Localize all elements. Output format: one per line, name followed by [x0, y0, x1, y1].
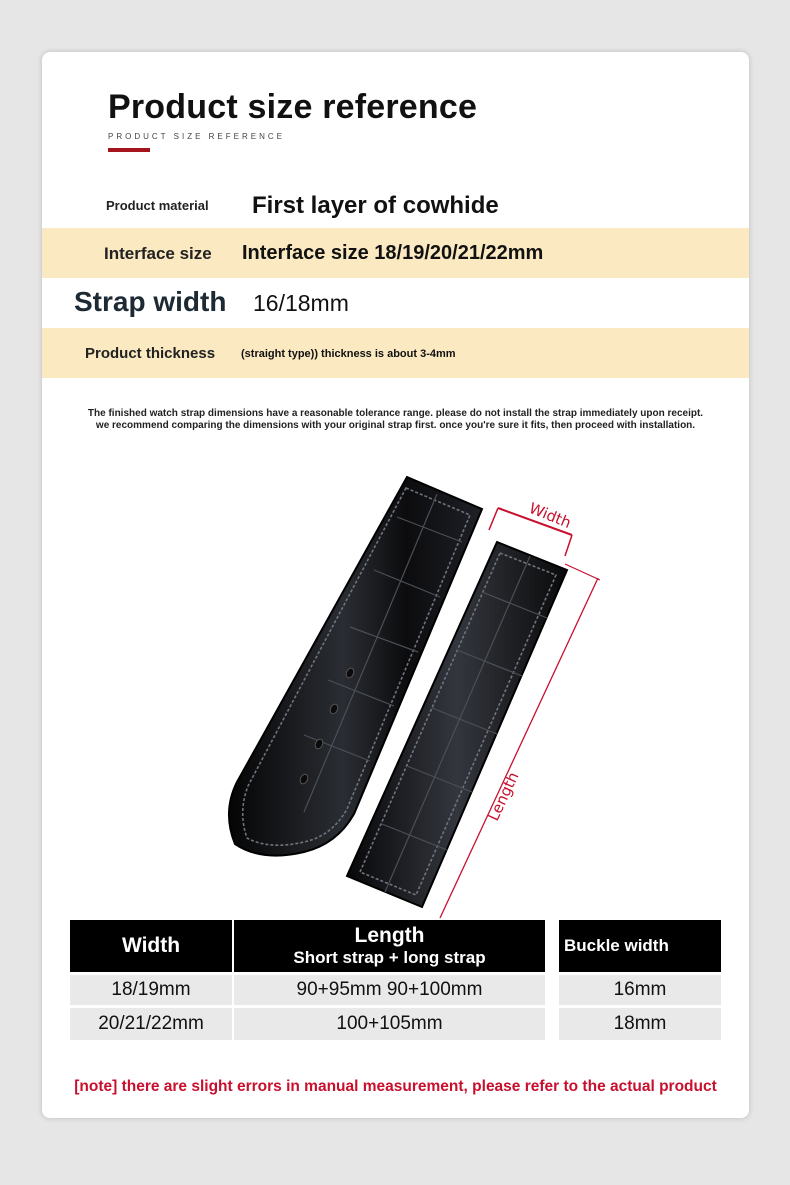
table-cell-buckle-1: 16mm [559, 975, 721, 1005]
table-header-length-title: Length [354, 924, 425, 947]
table-header-length [234, 920, 545, 972]
spec-row-thickness [42, 328, 749, 378]
table-header-length-sub: Short strap + long strap [293, 948, 486, 967]
table-header-width: Width [70, 920, 232, 972]
spec-label-strap-width: Strap width [74, 286, 227, 317]
product-size-card [42, 52, 749, 1118]
spec-row-interface [42, 228, 749, 278]
measurement-note: [note] there are slight errors in manual measurement, please refer to the actual product [74, 1078, 717, 1095]
table-cell-width-2: 20/21/22mm [70, 1008, 232, 1040]
spec-label-thickness: Product thickness [85, 345, 216, 362]
spec-row-material [42, 180, 749, 230]
width-label: Width [526, 499, 574, 533]
strap-photo [42, 452, 749, 922]
table-cell-width-1: 18/19mm [70, 975, 232, 1005]
spec-label-material: Product material [106, 198, 209, 213]
page-subtitle: PRODUCT SIZE REFERENCE [108, 132, 285, 141]
spec-value-interface: Interface size 18/19/20/21/22mm [242, 242, 544, 264]
tolerance-notice-line-2: we recommend comparing the dimensions with your original strap first. once you're sure it fits, then proceed with installation. [95, 420, 696, 431]
spec-label-interface: Interface size [104, 244, 212, 263]
spec-value-material: First layer of cowhide [252, 192, 499, 219]
length-label: Length [484, 769, 523, 824]
spec-value-strap-width: 16/18mm [253, 290, 349, 316]
page-title: Product size reference [108, 88, 478, 126]
title-accent-bar [108, 148, 150, 152]
tolerance-notice-line-1: The finished watch strap dimensions have a reasonable tolerance range. please do not install the strap immediately upon receipt. [87, 408, 704, 419]
table-cell-buckle-2: 18mm [559, 1008, 721, 1040]
table-header-buckle: Buckle width [559, 920, 721, 972]
spec-row-strap-width [42, 278, 749, 328]
spec-value-thickness: (straight type)) thickness is about 3-4mm [241, 348, 456, 360]
table-cell-length-2: 100+105mm [234, 1008, 545, 1040]
table-cell-length-1: 90+95mm 90+100mm [234, 975, 545, 1005]
tolerance-notice [42, 408, 749, 432]
